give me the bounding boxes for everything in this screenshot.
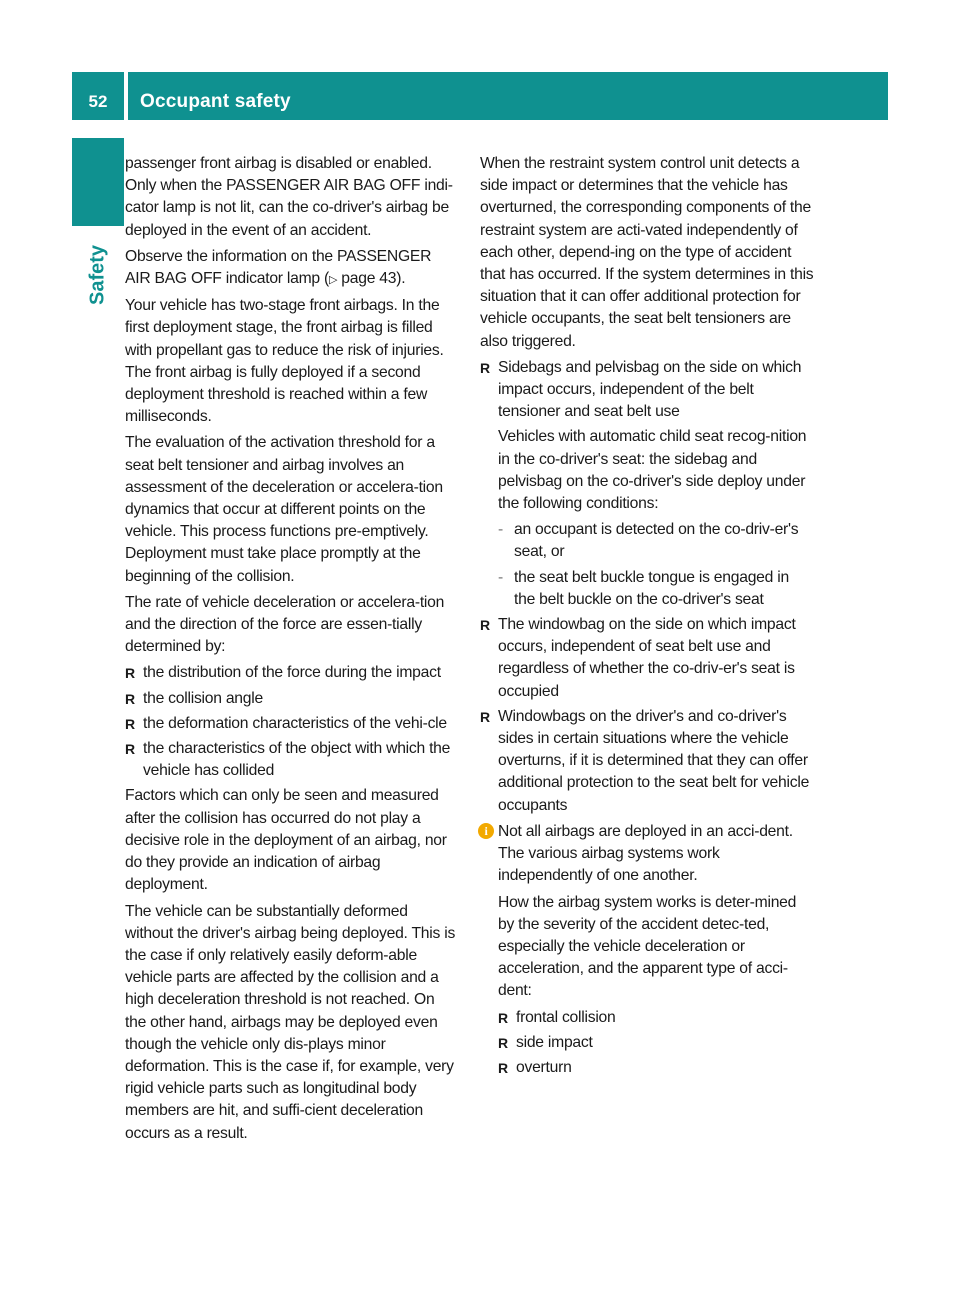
list-item-text: the distribution of the force during the impact <box>143 664 441 682</box>
list-item-text: overturn <box>516 1058 572 1076</box>
left-column <box>125 153 459 1149</box>
sub-paragraph: Vehicles with automatic child seat recog-nition in the co-driver's seat: the sidebag and pelvisbag on the co-driver's side deploy under the following conditions: <box>498 428 807 513</box>
bullet-icon: R <box>125 715 135 732</box>
bullet-list <box>125 662 459 782</box>
dash-icon: - <box>498 521 503 539</box>
list-item-text: an occupant is detected on the co-driv-er's seat, or <box>514 521 799 561</box>
bullet-icon: R <box>480 708 490 725</box>
list-item <box>498 1032 814 1054</box>
paragraph: passenger front airbag is disabled or enabled. Only when the PASSENGER AIR BAG OFF indi-cator lamp is not lit, can the co-driver's airbag be deployed in the event of an accident. <box>125 155 453 239</box>
paragraph: The rate of vehicle deceleration or accelera-tion and the direction of the force are essen-tially determined by: <box>125 593 445 656</box>
page-number: 52 <box>88 92 108 111</box>
bullet-icon: R <box>125 665 135 682</box>
list-item <box>125 738 459 782</box>
bullet-list <box>480 614 814 817</box>
list-item-text: the characteristics of the object with which the vehicle has collided <box>143 740 451 780</box>
note-paragraph: How the airbag system works is deter-mined by the severity of the accident detec-ted, especially the vehicle deceleration or acceleration, and the apparent type of acci-dent: <box>498 893 797 1000</box>
list-item-text: the seat belt buckle tongue is engaged in the belt buckle on the co-driver's seat <box>514 568 789 608</box>
list-item <box>480 614 814 703</box>
list-item <box>125 713 459 735</box>
right-column <box>480 153 814 1082</box>
bullet-icon: R <box>125 690 135 707</box>
list-item <box>498 1057 814 1079</box>
header-divider <box>124 72 128 120</box>
list-item-text: The windowbag on the side on which impact occurs, independent of seat belt use and regardless of whether the co-driv-er's seat is occupied <box>498 616 796 700</box>
section-title: Occupant safety <box>140 91 291 112</box>
paragraph: Your vehicle has two-stage front airbags. In the first deployment stage, the front airbag is filled with propellant gas to reduce the risk of injuries. The front airbag is fully deployed if a second deployment threshold is reached within a few milliseconds. <box>125 297 444 426</box>
paragraph: When the restraint system control unit detects a side impact or determines that the vehicle has overturned, the corresponding components of the restraint system are acti-vated independently of each other, depend-ing on the type of accident that has occurred. If the system determines in this situation that it can offer additional protection for vehicle occupants, the seat belt tensioners are also triggered. <box>480 155 814 350</box>
bullet-icon: R <box>498 1009 508 1026</box>
side-tab-label: Safety <box>86 244 109 306</box>
list-item-text: the deformation characteristics of the vehi-cle <box>143 714 447 732</box>
bullet-list <box>498 1007 814 1080</box>
list-item-text: Windowbags on the driver's and co-driver's sides in certain situations where the vehicle overturns, if it is determined that they can offer additional protection to the seat belt for vehicle occupants <box>498 707 810 814</box>
list-item <box>498 567 814 611</box>
note-paragraph: Not all airbags are deployed in an acci-dent. The various airbag systems work independently of one another. <box>498 822 793 885</box>
list-item-text: frontal collision <box>516 1008 616 1026</box>
info-note <box>480 821 814 1079</box>
dash-icon: - <box>498 568 503 586</box>
bullet-icon: R <box>498 1034 508 1051</box>
list-item <box>480 706 814 817</box>
bullet-icon: R <box>480 617 490 634</box>
side-tab-block <box>72 138 124 226</box>
text: Observe the information on the PASSENGER AIR BAG OFF indicator lamp ( <box>125 247 432 288</box>
paragraph-with-reference <box>125 246 459 291</box>
page-reference[interactable]: page 43). <box>337 270 406 288</box>
bullet-icon: R <box>498 1059 508 1076</box>
paragraph: The evaluation of the activation threshold for a seat belt tensioner and airbag involves an assessment of the deceleration or accelera-tion dynamics that occur at different points on the vehicle. This process functions pre-emptively. Deployment must take place promptly at the beginning of the collision. <box>125 434 443 585</box>
list-item-text: the collision angle <box>143 689 263 707</box>
bullet-list <box>480 357 814 424</box>
dash-list <box>498 519 814 611</box>
list-item <box>498 1007 814 1029</box>
list-item <box>480 357 814 424</box>
page-reference-arrow-icon: ▷ <box>328 274 338 287</box>
list-item-text: side impact <box>516 1033 593 1051</box>
list-item <box>125 688 459 710</box>
list-item <box>498 519 814 563</box>
paragraph: Factors which can only be seen and measured after the collision has occurred do not play a decisive role in the deployment of an airbag, nor do they provide an indication of airbag deployment. <box>125 787 447 894</box>
bullet-icon: R <box>480 359 490 376</box>
bullet-icon: R <box>125 741 135 758</box>
list-item <box>125 662 459 684</box>
list-item-text: Sidebags and pelvisbag on the side on which impact occurs, independent of the belt tensioner and seat belt use <box>498 358 802 421</box>
info-icon: i <box>478 823 494 839</box>
paragraph: The vehicle can be substantially deformed without the driver's airbag being deployed. This is the case if only relatively easily deform-able vehicle parts are affected by the collision and a high deceleration threshold is not reached. On the other hand, airbags may be deployed even though the vehicle only dis-plays minor deformation. This is the case if, for example, very rigid vehicle parts such as longitudinal body members are hit, and suffi-cient deceleration occurs as a result. <box>125 902 456 1142</box>
